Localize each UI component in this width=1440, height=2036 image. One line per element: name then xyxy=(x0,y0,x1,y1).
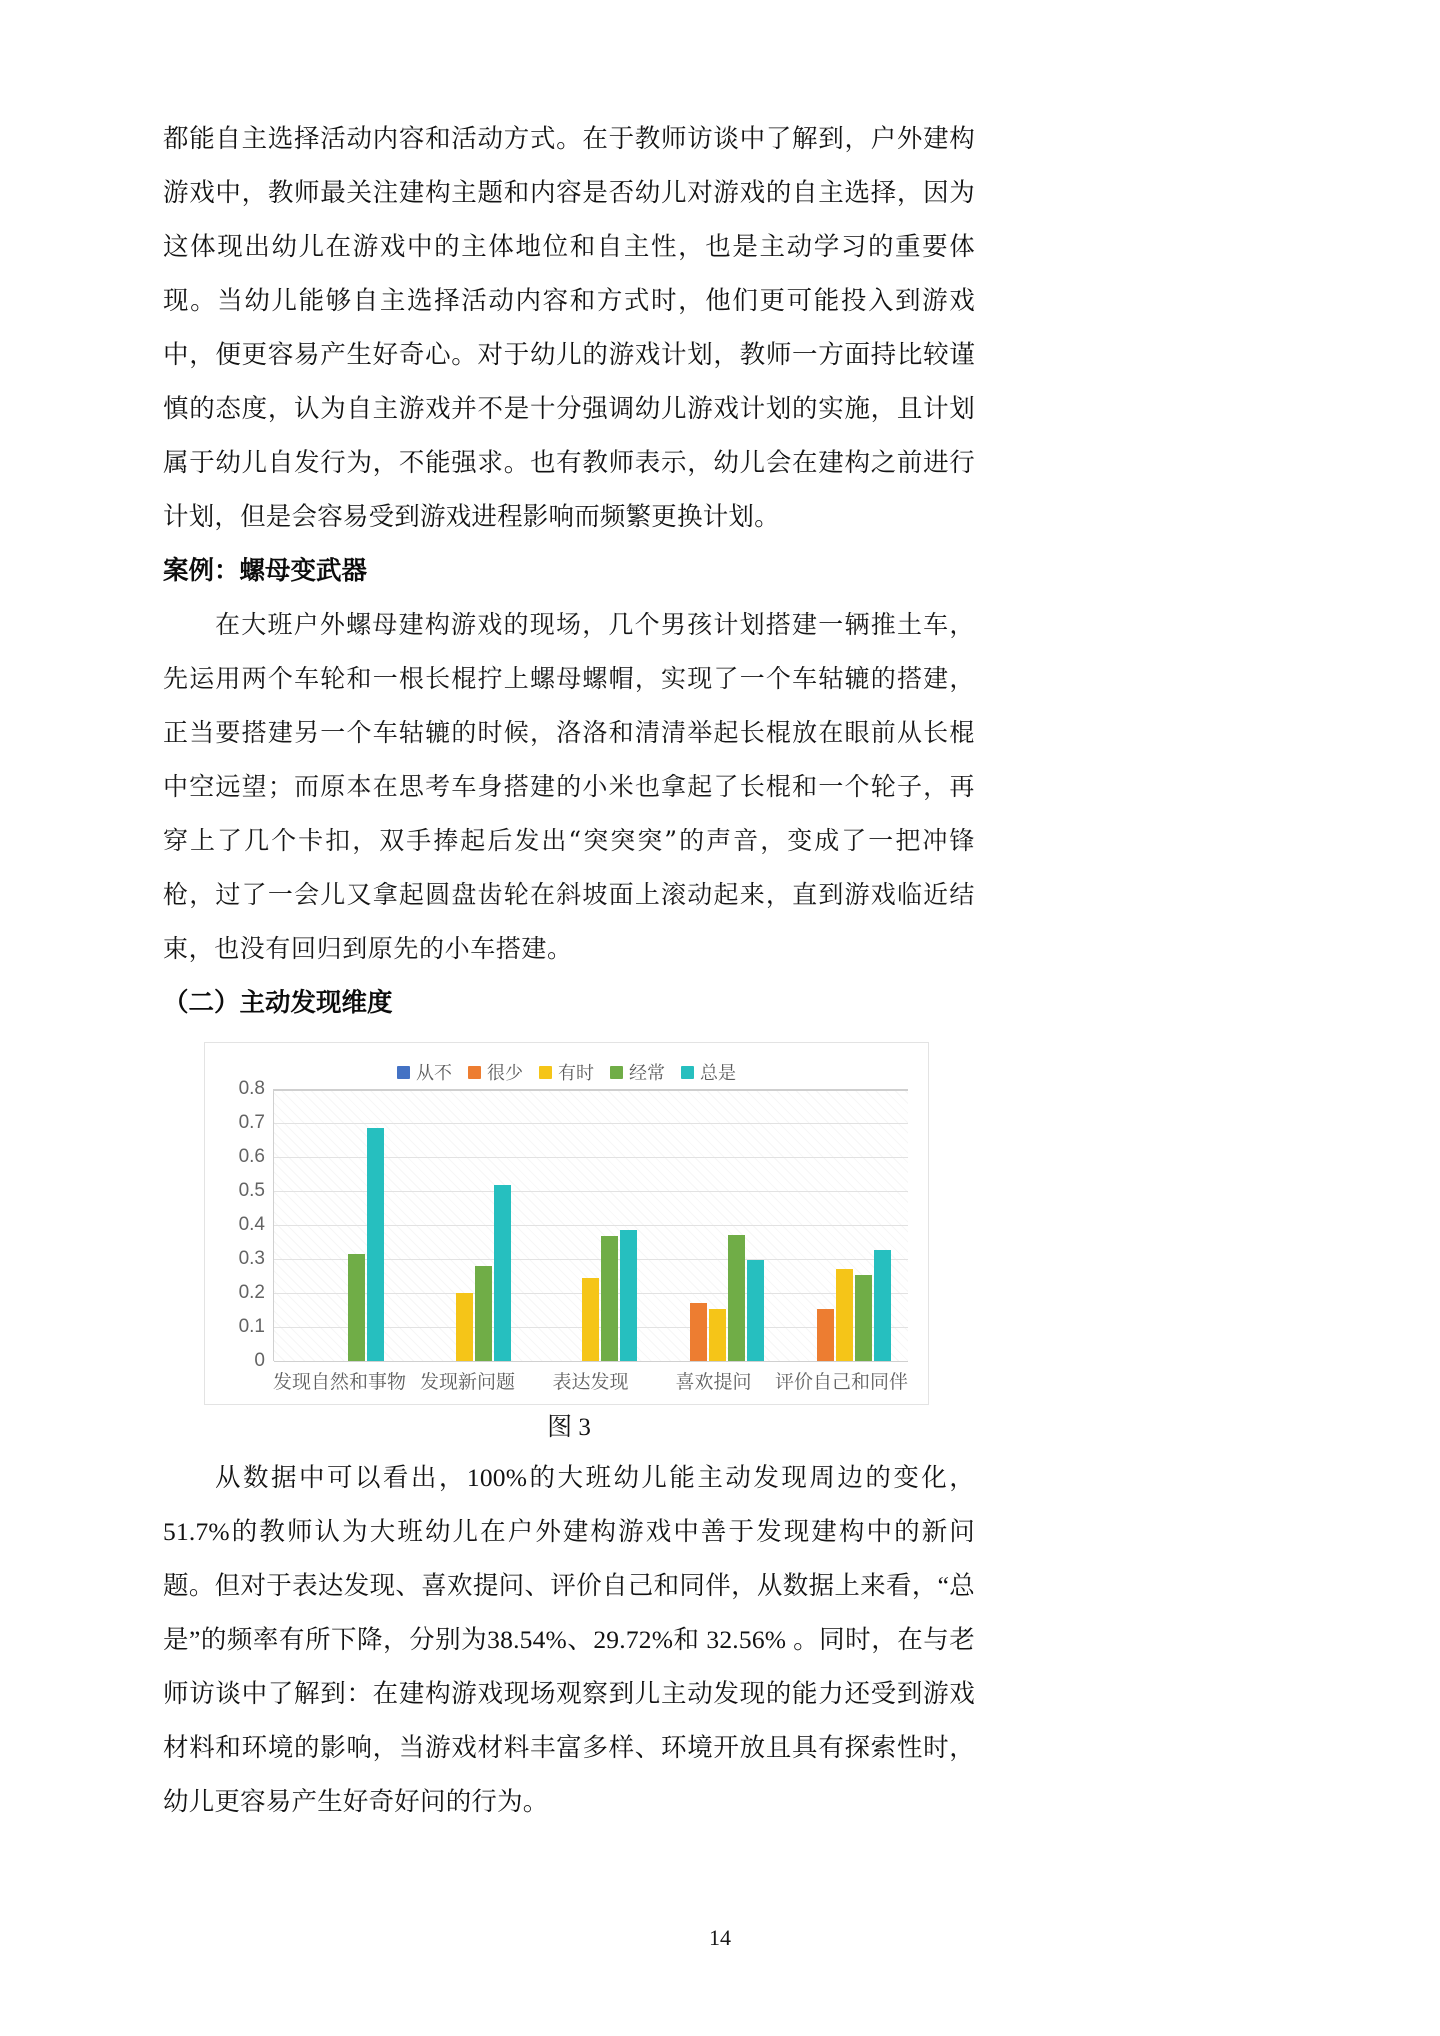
chart-bar xyxy=(874,1250,891,1361)
chart-x-tick-label: 评价自己和同伴 xyxy=(774,1372,908,1393)
chart-bar xyxy=(728,1235,745,1361)
legend-swatch-icon xyxy=(610,1066,623,1079)
chart-bar xyxy=(456,1293,473,1361)
chart-plot-area xyxy=(238,1078,908,1371)
case-narrative: 在大班户外螺母建构游戏的现场，几个男孩计划搭建一辆推土车，先运用两个车轮和一根长棍拧上螺母螺帽，实现了一个车轱辘的搭建，正当要搭建另一个车轱辘的时候，洛洛和清清举起长棍放在眼前从长棍中空远望；而原本在思考车身搭建的小米也拿起了长棍和一个轮子，再穿上了几个卡扣，双手捧起后发出“突突突”的声音，变成了一把冲锋枪，过了一会儿又拿起圆盘齿轮在斜坡面上滚动起来，直到游戏临近结束，也没有回归到原先的小车搭建。 xyxy=(163,610,975,963)
chart-y-tick-label: 0.5 xyxy=(238,1180,265,1201)
legend-swatch-icon xyxy=(681,1066,694,1079)
chart-bar xyxy=(348,1254,365,1361)
page-content xyxy=(163,112,975,1829)
legend-swatch-icon xyxy=(539,1066,552,1079)
legend-item xyxy=(681,1059,736,1085)
chart-gridline xyxy=(254,1350,908,1371)
chart-bar xyxy=(855,1275,872,1361)
chart-bar xyxy=(690,1303,707,1361)
legend-swatch-icon xyxy=(397,1066,410,1079)
legend-label: 经常 xyxy=(629,1063,665,1083)
bar-chart xyxy=(204,1042,929,1405)
paragraph-analysis: 从数据中可以看出，100%的大班幼儿能主动发现周边的变化，51.7%的教师认为大班幼儿在户外建构游戏中善于发现建构中的新问题。但对于表达发现、喜欢提问、评价自己和同伴，从数据上来看，“总是”的频率有所下降，分别为38.54%、29.72%和 32.56% 。同时，在与老师访谈中了解到：在建构游戏现场观察到儿主动发现的能力还受到游戏材料和环境的影响，当游戏材料丰富多样、环境开放且具有探索性时，幼儿更容易产生好奇好问的行为。 xyxy=(163,1463,975,1816)
chart-bar-groups xyxy=(274,1089,908,1361)
chart-bar xyxy=(494,1185,511,1361)
figure-caption: 图 3 xyxy=(547,1414,591,1441)
chart-x-tick-label: 表达发现 xyxy=(552,1372,629,1393)
chart-x-axis-labels xyxy=(273,1367,908,1394)
chart-bar-group xyxy=(654,1089,781,1361)
chart-y-tick-label: 0.8 xyxy=(238,1078,265,1099)
chart-x-tick-label: 喜欢提问 xyxy=(675,1372,752,1393)
chart-y-tick-label: 0.4 xyxy=(238,1214,265,1235)
chart-y-tick-label: 0.2 xyxy=(238,1282,265,1303)
chart-y-tick-label: 0.6 xyxy=(238,1146,265,1167)
chart-bar-group xyxy=(528,1089,655,1361)
chart-x-tick-label: 发现新问题 xyxy=(420,1372,516,1393)
legend-label: 总是 xyxy=(700,1063,736,1083)
chart-bar xyxy=(836,1269,853,1361)
chart-bar-group xyxy=(274,1089,401,1361)
legend-item xyxy=(610,1059,665,1085)
case-title: 案例：螺母变武器 xyxy=(163,556,368,585)
paragraph-intro: 都能自主选择活动内容和活动方式。在于教师访谈中了解到，户外建构游戏中，教师最关注建构主题和内容是否幼儿对游戏的自主选择，因为这体现出幼儿在游戏中的主体地位和自主性，也是主动学习的重要体现。当幼儿能够自主选择活动内容和方式时，他们更可能投入到游戏中，便更容易产生好奇心。对于幼儿的游戏计划，教师一方面持比较谨慎的态度，认为自主游戏并不是十分强调幼儿游戏计划的实施，且计划属于幼儿自发行为，不能强求。也有教师表示，幼儿会在建构之前进行计划，但是会容易受到游戏进程影响而频繁更换计划。 xyxy=(163,124,975,531)
chart-bar xyxy=(475,1266,492,1361)
chart-legend xyxy=(219,1057,914,1087)
chart-bar xyxy=(367,1128,384,1361)
chart-bar xyxy=(747,1260,764,1361)
chart-bar xyxy=(709,1309,726,1361)
chart-x-tick-label: 发现自然和事物 xyxy=(273,1372,407,1393)
legend-label: 很少 xyxy=(487,1063,523,1083)
chart-y-tick-label: 0.7 xyxy=(238,1112,265,1133)
chart-y-tick-label: 0.1 xyxy=(238,1316,265,1337)
chart-bar xyxy=(620,1230,637,1361)
legend-swatch-icon xyxy=(468,1066,481,1079)
chart-bar xyxy=(817,1309,834,1361)
legend-item xyxy=(539,1059,594,1085)
chart-bar xyxy=(582,1278,599,1361)
chart-bar-group xyxy=(781,1089,908,1361)
page-number: 14 xyxy=(709,1925,731,1950)
legend-item xyxy=(397,1059,452,1085)
chart-y-tick-label: 0 xyxy=(254,1350,265,1371)
section-heading: （二）主动发现维度 xyxy=(163,988,393,1017)
chart-y-tick-label: 0.3 xyxy=(238,1248,265,1269)
chart-bar-group xyxy=(401,1089,528,1361)
legend-label: 从不 xyxy=(416,1063,452,1083)
legend-label: 有时 xyxy=(558,1063,594,1083)
chart-bar xyxy=(601,1236,618,1361)
legend-item xyxy=(468,1059,523,1085)
